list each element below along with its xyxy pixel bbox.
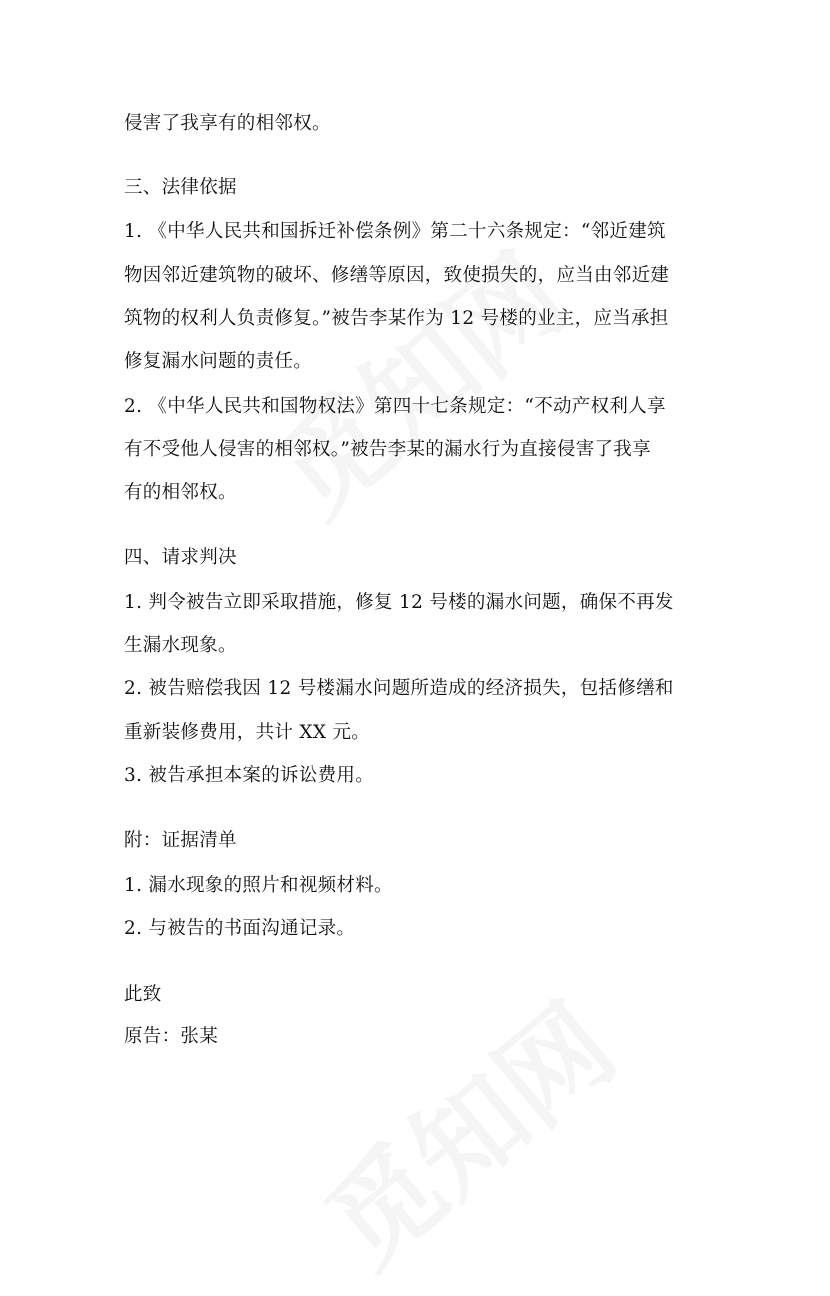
closing-salutation: 此致 [124, 984, 162, 1005]
section-heading-legal-basis: 三、法律依据 [124, 177, 237, 198]
watermark [288, 962, 642, 1295]
paragraph-line: 2. 《中华人民共和国物权法》第四十七条规定：“不动产权利人享 [124, 396, 666, 417]
section-heading-evidence: 附：证据清单 [124, 830, 237, 851]
plaintiff-signature: 原告：张某 [124, 1026, 219, 1047]
section-heading-claims: 四、请求判决 [124, 547, 237, 568]
paragraph-line: 侵害了我享有的相邻权。 [124, 113, 331, 134]
paragraph-line: 有不受他人侵害的相邻权。”被告李某的漏水行为直接侵害了我享 [124, 439, 651, 460]
paragraph-line: 修复漏水问题的责任。 [124, 351, 313, 372]
list-item: 1. 漏水现象的照片和视频材料。 [124, 875, 393, 896]
list-item: 2. 与被告的书面沟通记录。 [124, 918, 356, 939]
paragraph-line: 有的相邻权。 [124, 482, 237, 503]
paragraph-line: 1. 判令被告立即采取措施，修复 12 号楼的漏水问题，确保不再发 [124, 592, 674, 613]
paragraph-line: 1. 《中华人民共和国拆迁补偿条例》第二十六条规定：“邻近建筑 [124, 221, 666, 242]
paragraph-line: 生漏水现象。 [124, 635, 237, 656]
paragraph-line: 重新装修费用，共计 XX 元。 [124, 722, 371, 743]
paragraph-line: 筑物的权利人负责修复。”被告李某作为 12 号楼的业主，应当承担 [124, 308, 669, 329]
paragraph-line: 2. 被告赔偿我因 12 号楼漏水问题所造成的经济损失，包括修缮和 [124, 678, 674, 699]
paragraph-line: 物因邻近建筑物的破坏、修缮等原因，致使损失的，应当由邻近建 [124, 265, 670, 286]
paragraph-line: 3. 被告承担本案的诉讼费用。 [124, 765, 375, 786]
